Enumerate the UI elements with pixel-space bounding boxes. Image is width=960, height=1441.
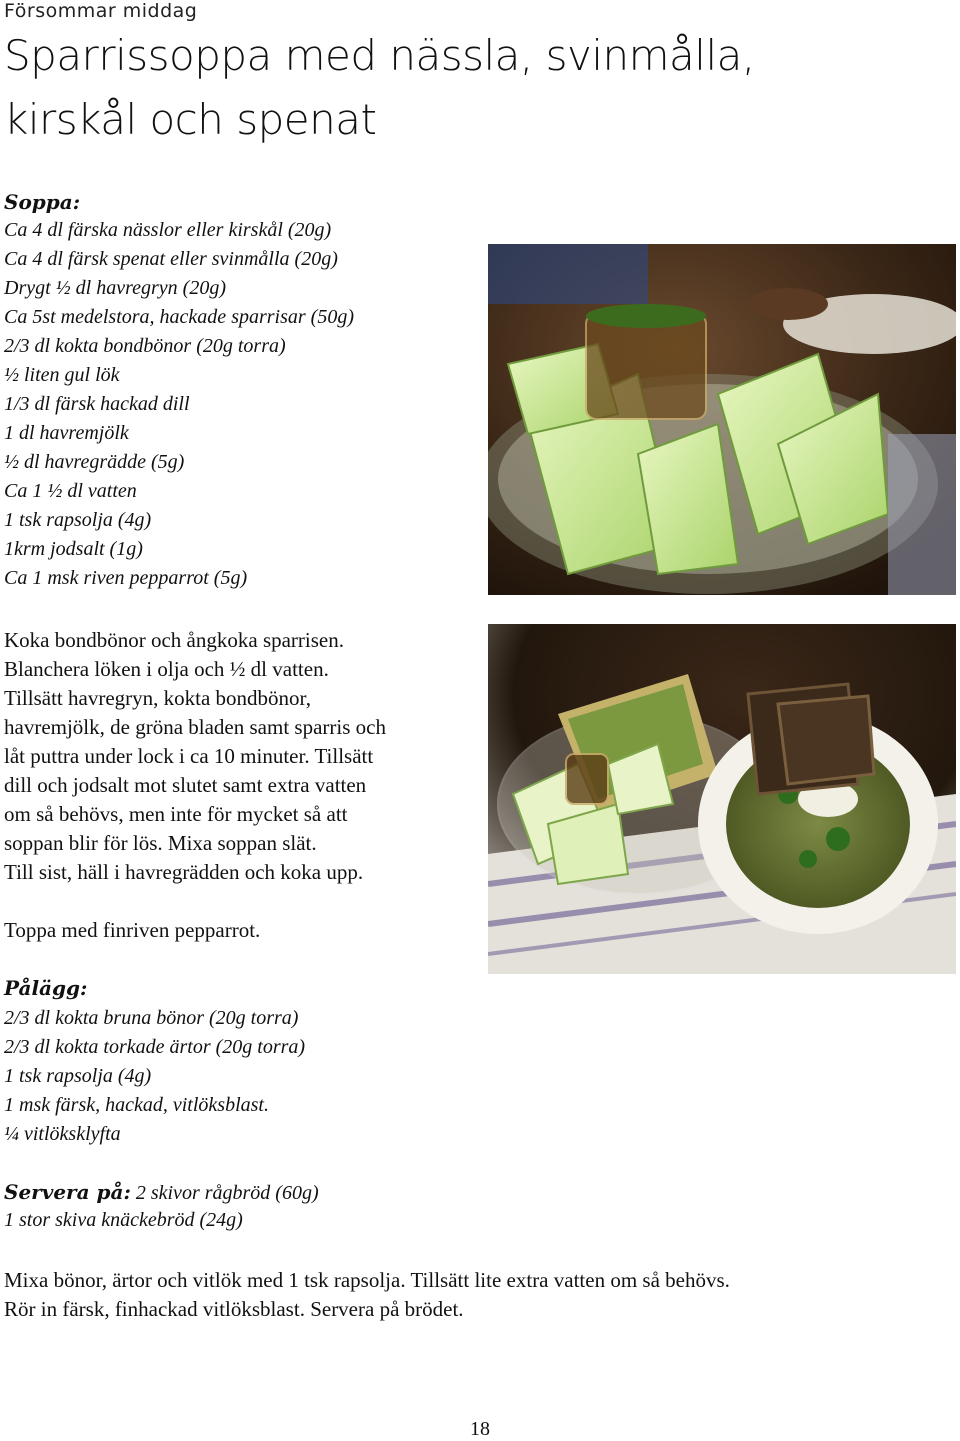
list-item: Ca 5st medelstora, hackade sparrisar (50g) (4, 306, 354, 328)
list-item: dill och jodsalt mot slutet samt extra vatten (4, 773, 367, 797)
spread-ingredient-list (4, 1004, 474, 1149)
list-item: Tillsätt havregryn, kokta bondbönor, (4, 686, 311, 710)
list-item: 1 tsk rapsolja (4g) (4, 1065, 152, 1087)
list-item: Ca 1 msk riven pepparrot (5g) (4, 567, 248, 589)
list-item: Till sist, häll i havregrädden och koka upp. (4, 860, 364, 884)
soup-method-list (4, 626, 474, 887)
photo-kohlrabi-plate-image (488, 244, 956, 595)
recipe-title-line-1: Sparrissoppa med nässla, svinmålla, (4, 31, 755, 80)
list-item: Rör in färsk, finhackad vitlöksblast. Servera på brödet. (4, 1297, 464, 1321)
list-item: Mixa bönor, ärtor och vitlök med 1 tsk rapsolja. Tillsätt lite extra vatten om så behövs. (4, 1268, 730, 1292)
spread-heading: Pålägg: (4, 976, 88, 1000)
list-item: 2/3 dl kokta bondbönor (20g torra) (4, 335, 286, 357)
list-item: 1 msk färsk, hackad, vitlöksblast. (4, 1094, 269, 1116)
list-item: ½ dl havregrädde (5g) (4, 451, 185, 473)
list-item: 1/3 dl färsk hackad dill (4, 393, 190, 415)
list-item: låt puttra under lock i ca 10 minuter. Tillsätt (4, 744, 374, 768)
list-item: om så behövs, men inte för mycket så att (4, 802, 348, 826)
category-label: Försommar middag (4, 0, 198, 22)
list-item: ¼ vitlöksklyfta (4, 1123, 121, 1145)
list-item: havremjölk, de gröna bladen samt sparris och (4, 715, 386, 739)
serve-crispbread: 1 stor skiva knäckebröd (24g) (4, 1209, 243, 1231)
list-item: 2/3 dl kokta torkade ärtor (20g torra) (4, 1036, 306, 1058)
serve-label: Servera på: (4, 1180, 131, 1204)
list-item: soppan blir för lös. Mixa soppan slät. (4, 831, 317, 855)
photo-soup-bowl (488, 624, 956, 974)
list-item: 1 dl havremjölk (4, 422, 129, 444)
list-item: Blanchera löken i olja och ½ dl vatten. (4, 657, 329, 681)
list-item: ½ liten gul lök (4, 364, 120, 386)
list-item: Ca 4 dl färsk spenat eller svinmålla (20g) (4, 248, 338, 270)
topping-note: Toppa med finriven pepparrot. (4, 918, 261, 942)
list-item: 1 tsk rapsolja (4g) (4, 509, 152, 531)
list-item: Koka bondbönor och ångkoka sparrisen. (4, 628, 344, 652)
soup-heading: Soppa: (4, 190, 81, 214)
soup-ingredient-list (4, 216, 474, 593)
list-item: 2/3 dl kokta bruna bönor (20g torra) (4, 1007, 299, 1029)
photo-soup-bowl-image (488, 624, 956, 974)
list-item: 1krm jodsalt (1g) (4, 538, 143, 560)
list-item: Ca 4 dl färska nässlor eller kirskål (20g) (4, 219, 332, 241)
serve-bread: 2 skivor rågbröd (60g) (130, 1182, 319, 1204)
spread-method-list (4, 1266, 944, 1324)
recipe-title-line-2: kirskål och spenat (4, 95, 377, 144)
serve-line (4, 1180, 319, 1205)
photo-kohlrabi-plate (488, 244, 956, 595)
list-item: Drygt ½ dl havregryn (20g) (4, 277, 226, 299)
list-item: Ca 1 ½ dl vatten (4, 480, 137, 502)
page-number: 18 (470, 1418, 490, 1440)
